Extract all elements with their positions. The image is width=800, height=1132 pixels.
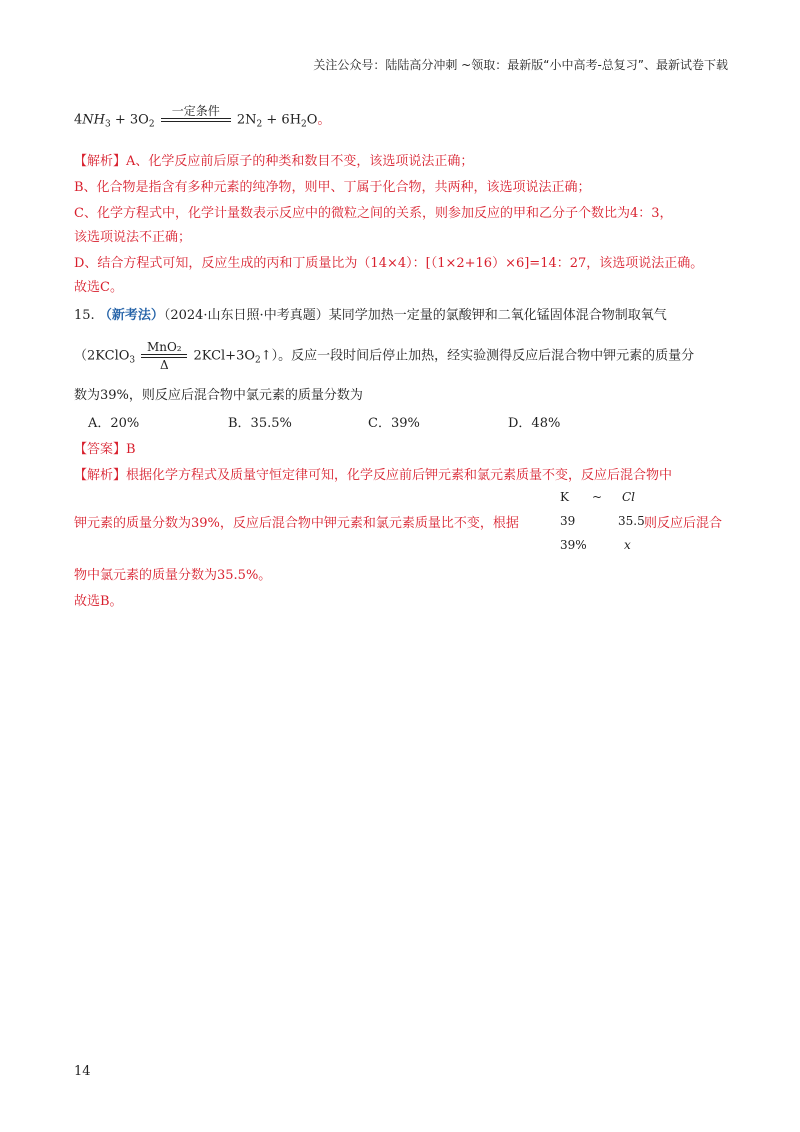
heat-symbol: Δ xyxy=(159,358,169,372)
condition-text: 一定条件 xyxy=(171,104,220,118)
analysis1-c2: 该选项说法不正确； xyxy=(74,230,192,245)
equation-ammonia xyxy=(74,104,330,136)
reaction-condition xyxy=(161,104,231,136)
ratio-cl-mass: 35.5 xyxy=(618,514,645,528)
eq-sub: 3 xyxy=(105,119,111,130)
eq-plus: + xyxy=(262,112,282,128)
question-15-equation-line xyxy=(74,340,694,372)
reaction-condition xyxy=(141,340,187,372)
analysis-text: 钾元素的质量分数为39%，反应后混合物中钾元素和氯元素质量比不变，根据 xyxy=(74,516,519,531)
eq-end: 。 xyxy=(317,112,331,128)
option-b[interactable]: B．35.5% xyxy=(228,416,292,431)
analysis-text: A、化学反应前后原子的种类和数目不变，该选项说法正确； xyxy=(126,154,474,169)
analysis1-b: B、化合物是指含有多种元素的纯净物，则甲、丁属于化合物，共两种，该选项说法正确； xyxy=(74,180,591,195)
eq-coef: 4 xyxy=(74,112,83,128)
page-number: 14 xyxy=(74,1064,91,1079)
eq-species: O xyxy=(306,112,318,128)
analysis1-a xyxy=(74,152,473,172)
eq-species: 2KCl+3O xyxy=(193,348,255,364)
gas-arrow: ↑ xyxy=(260,348,272,364)
eq-sub: 2 xyxy=(148,119,155,130)
question-15-stem xyxy=(74,306,667,326)
page-header: 关注公众号：陆陆高分冲刺 ~领取：最新版“小中高考-总复习”、最新试卷下载 xyxy=(313,58,728,72)
answer-value: B xyxy=(126,442,136,457)
question-15-line3: 数为39%，则反应后混合物中氯元素的质量分数为 xyxy=(74,388,363,403)
answer-label: 【答案】 xyxy=(74,442,127,457)
ratio-cl: Cl xyxy=(622,490,636,504)
analysis-label: 【解析】 xyxy=(74,468,127,483)
ratio-k-mass: 39 xyxy=(560,514,576,528)
analysis2-line2 xyxy=(74,514,519,534)
answer-line xyxy=(74,440,136,460)
analysis2-line2-tail: 则反应后混合 xyxy=(644,516,723,531)
option-c[interactable]: C．39% xyxy=(368,416,420,431)
eq-sub: 2 xyxy=(301,119,307,130)
eq-sub: 2 xyxy=(256,119,263,130)
eq-sub: 3 xyxy=(129,355,136,366)
ratio-k: K xyxy=(560,490,569,504)
analysis2-line1 xyxy=(74,466,672,486)
question-number: 15. xyxy=(74,308,95,323)
eq-plus: + xyxy=(110,112,130,128)
question-text: ）。反应一段时间后停止加热，经实验测得反应后混合物中钾元素的质量分 xyxy=(271,348,695,364)
analysis2-conclusion: 故选B。 xyxy=(74,594,123,609)
ratio-tilde: ~ xyxy=(592,490,603,504)
analysis2-line3: 物中氯元素的质量分数为35.5%。 xyxy=(74,568,272,583)
option-d[interactable]: D．48% xyxy=(508,416,561,431)
catalyst-text: MnO₂ xyxy=(146,340,182,354)
analysis-label: 【解析】 xyxy=(74,154,127,169)
eq-species: 3O xyxy=(129,112,149,128)
analysis-text: 根据化学方程式及质量守恒定律可知，化学反应前后钾元素和氯元素质量不变，反应后混合物中 xyxy=(126,468,673,483)
question-source: （2024·山东日照·中考真题）某同学加热一定量的氯酸钾和二氧化锰固体混合物制取氧气 xyxy=(163,308,667,323)
eq-species: 6H xyxy=(281,112,302,128)
option-a[interactable]: A．20% xyxy=(88,416,140,431)
question-tag: （新考法） xyxy=(98,308,164,323)
ratio-cl-x: x xyxy=(624,538,631,552)
analysis1-c1: C、化学方程式中，化学计量数表示反应中的微粒之间的关系，则参加反应的甲和乙分子个数比为4：3， xyxy=(74,206,673,221)
condition-bottom xyxy=(161,122,231,136)
eq-sub: 2 xyxy=(255,355,261,366)
analysis1-d: D、结合方程式可知，反应生成的丙和丁质量比为（14×4）：[（1×2+16）×6]=14：27，该选项说法正确。 xyxy=(74,256,704,271)
eq-species: 2KClO xyxy=(87,348,130,364)
paren-open: （ xyxy=(74,348,88,364)
eq-species: 2N xyxy=(236,112,257,128)
analysis1-conclusion: 故选C。 xyxy=(74,280,123,295)
eq-species: NH xyxy=(82,112,105,128)
question-15-options xyxy=(88,414,648,434)
ratio-k-pct: 39% xyxy=(560,538,587,552)
